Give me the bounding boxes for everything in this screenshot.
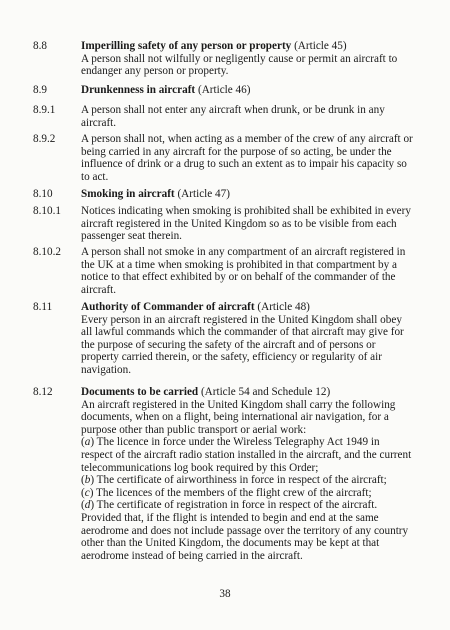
article-ref: (Article 48): [254, 301, 310, 313]
article-ref: (Article 47): [174, 188, 230, 200]
item-letter: b: [84, 474, 91, 487]
list-item: (a) The licence in force under the Wireless Telegraphy Act 1949 in respect of the aircraft radio station installed in the aircraft, and the current telecommunications log book required by this Order;: [81, 436, 412, 474]
section-body: [81, 386, 414, 562]
section-number: 8.10.2: [33, 246, 61, 258]
section-text: A person shall not enter any aircraft when drunk, or be drunk in any aircraft.: [81, 104, 385, 129]
section-number: 8.11: [33, 301, 53, 313]
item-letter: a: [84, 436, 91, 449]
article-ref: (Article 45): [291, 40, 347, 52]
section-body: [81, 246, 414, 296]
article-ref: (Article 46): [195, 84, 251, 96]
list-item: (c) The licences of the members of the flight crew of the aircraft;: [81, 486, 372, 499]
article-ref: (Article 54 and Schedule 12): [198, 386, 331, 398]
section-body: [81, 40, 414, 78]
section-text: Notices indicating when smoking is prohibited shall be exhibited in every aircraft registered in the United Kingdom so as to be visible from each passenger seat therein.: [81, 205, 411, 243]
section-body: [81, 205, 414, 243]
section-number: 8.9: [33, 84, 47, 96]
item-text: The certificate of airworthiness in force in respect of the aircraft;: [94, 474, 387, 487]
section-title: Documents to be carried: [81, 386, 199, 398]
section-body: [81, 188, 414, 201]
section-text: A person shall not smoke in any compartment of an aircraft registered in the UK at a time when smoking is prohibited in that compartment by a notice to that effect exhibited by or on behalf of the commander of the aircraft.: [81, 246, 406, 296]
page-number: 38: [219, 588, 231, 600]
item-text: The licences of the members of the flight crew of the aircraft;: [93, 486, 372, 499]
section-body: [81, 84, 414, 97]
section-title: Smoking in aircraft: [81, 188, 175, 200]
proviso-text: Provided that, if the flight is intended to begin and end at the same aerodrome and does not include passage over the territory of any country other than the United Kingdom, the documents may be kept at that aerodrome instead of being carried in the aircraft.: [81, 511, 409, 562]
section-number: 8.8: [33, 40, 47, 52]
section-number: 8.9.1: [33, 104, 56, 116]
section-number: 8.9.2: [33, 133, 56, 145]
section-body: [81, 301, 414, 377]
section-title: Drunkenness in aircraft: [81, 84, 196, 96]
section-number: 8.12: [33, 386, 53, 398]
section-body: [81, 104, 414, 129]
item-letter: d: [84, 499, 91, 512]
section-body: [81, 133, 414, 183]
section-text: A person shall not, when acting as a member of the crew of any aircraft or being carried in any aircraft for the purpose of so acting, be under the influence of drink or a drug to such an extent as to impair his capacity so to act.: [81, 133, 413, 183]
section-text: Every person in an aircraft registered in the United Kingdom shall obey all lawful commands which the commander of that aircraft may give for the purpose of securing the safety of the aircraft and of persons or property carried therein, or the safety, efficiency or regularity of air navigation.: [81, 313, 404, 376]
item-text: The certificate of registration in force in respect of the aircraft.: [94, 499, 378, 512]
section-title: Imperilling safety of any person or property: [81, 40, 292, 52]
list-item: (d) The certificate of registration in force in respect of the aircraft.: [81, 499, 378, 512]
section-title: Authority of Commander of aircraft: [81, 301, 255, 313]
list-item: (b) The certificate of airworthiness in force in respect of the aircraft;: [81, 474, 387, 487]
section-number: 8.10.1: [33, 205, 61, 217]
section-text: An aircraft registered in the United Kingdom shall carry the following documents, when on a flight, being international air navigation, for a purpose other than public transport or aerial work:: [81, 398, 396, 436]
item-letter: c: [84, 486, 90, 499]
item-text: The licence in force under the Wireless Telegraphy Act 1949 in respect of the aircraft radio station installed in the aircraft, and the current telecommunications log book required by this Order;: [81, 436, 412, 474]
section-text: A person shall not wilfully or negligently cause or permit an aircraft to endanger any person or property.: [81, 52, 398, 78]
section-number: 8.10: [33, 188, 53, 200]
